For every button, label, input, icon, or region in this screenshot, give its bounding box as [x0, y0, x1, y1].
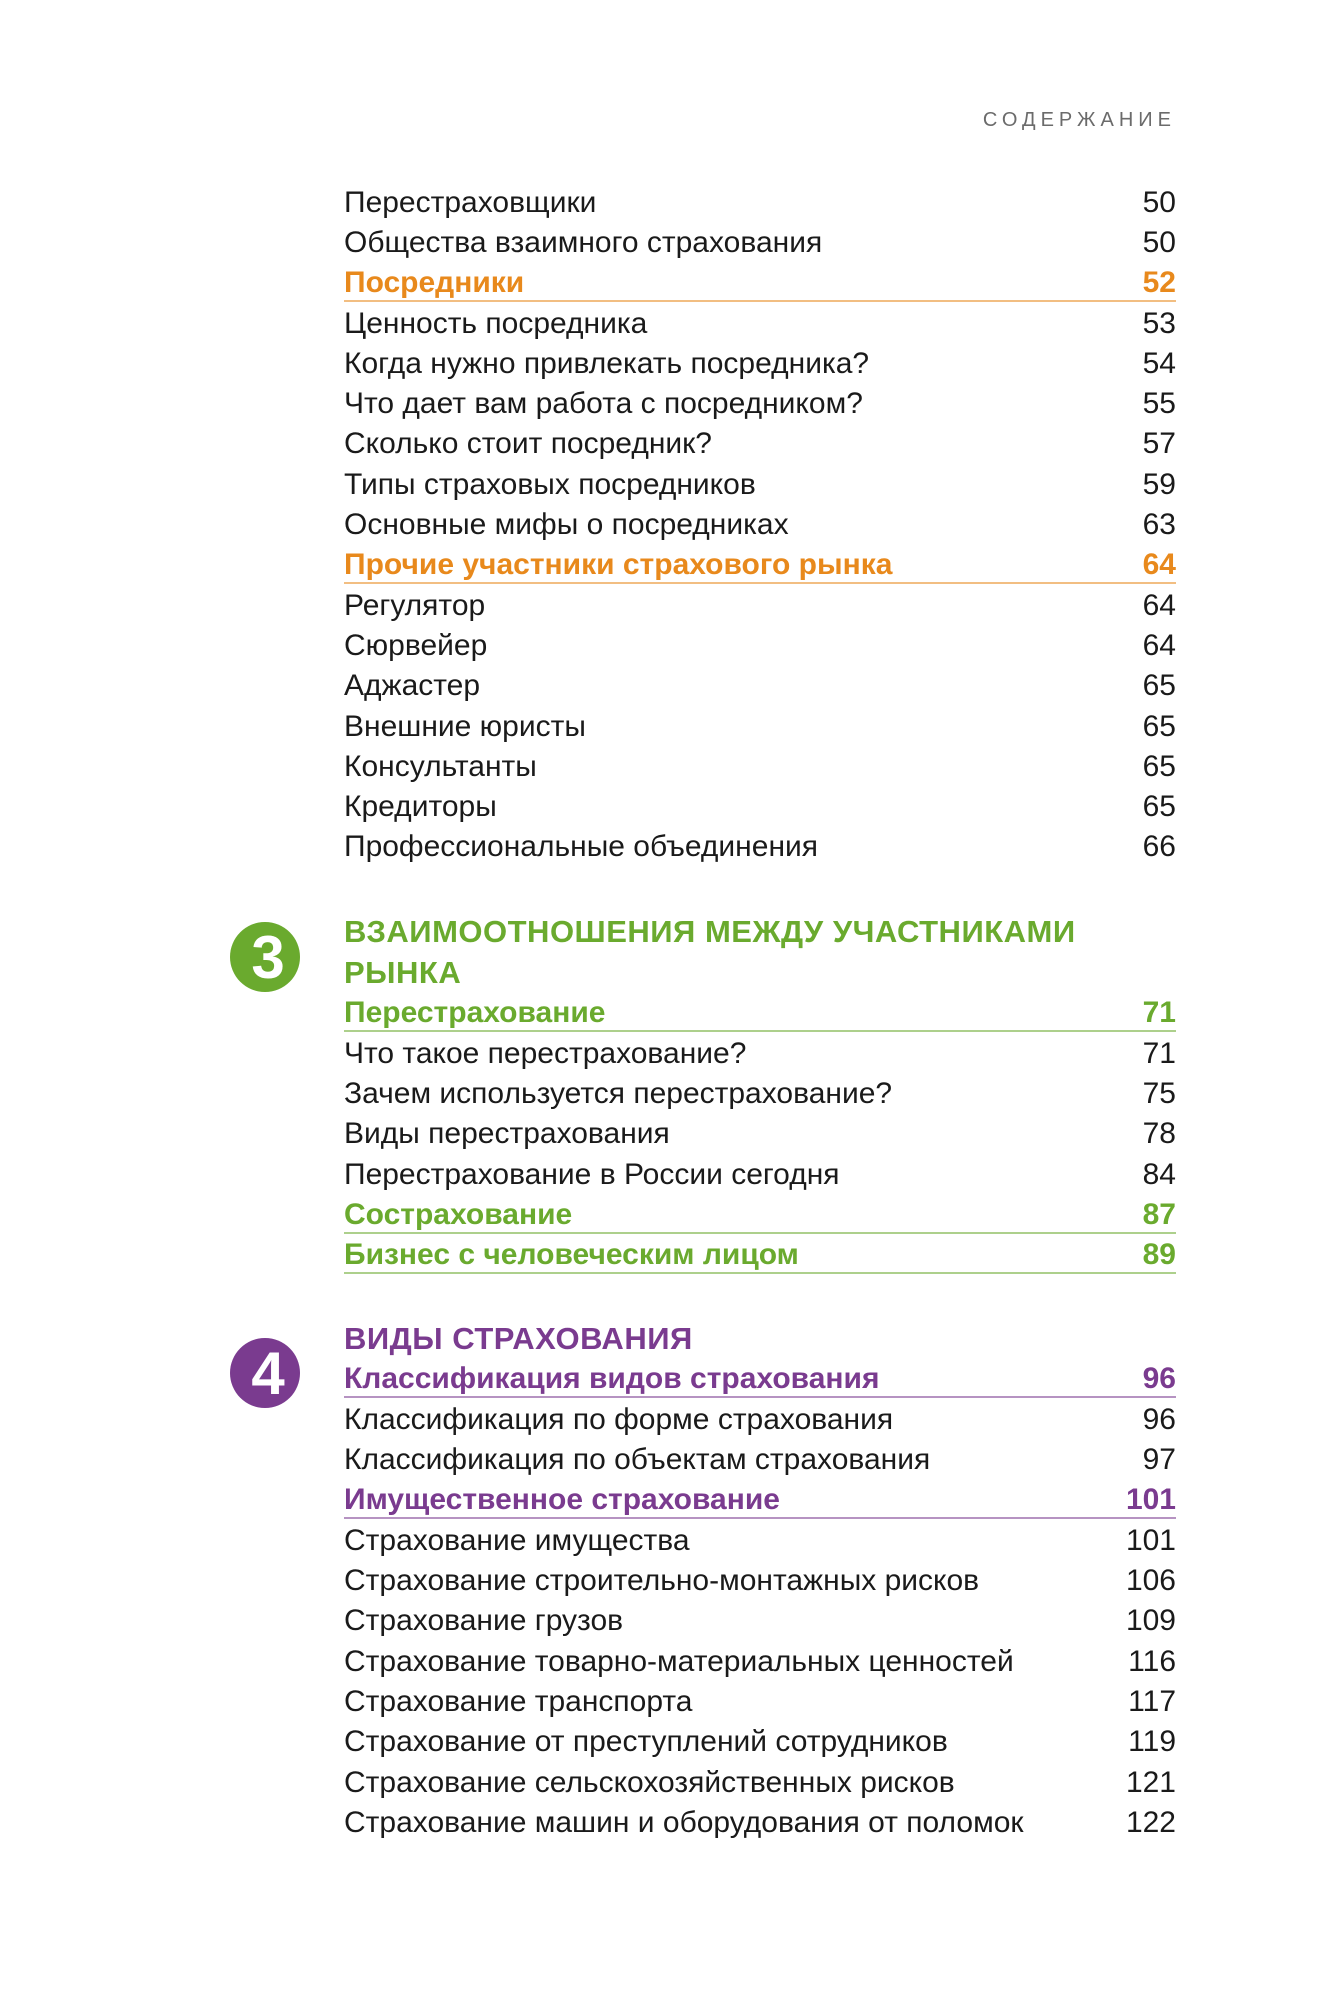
entry-page: 65 — [1142, 669, 1176, 702]
toc-entry[interactable] — [344, 1400, 1176, 1440]
entry-page: 59 — [1142, 468, 1176, 501]
toc-entry[interactable] — [344, 827, 1176, 867]
chapter-3-badge — [230, 922, 300, 992]
entry-title: Страхование машин и оборудования от поломок — [344, 1806, 1024, 1839]
running-head: СОДЕРЖАНИЕ — [982, 109, 1176, 131]
toc-entry[interactable] — [344, 505, 1176, 545]
entry-title: Общества взаимного страхования — [344, 226, 823, 259]
entry-page: 89 — [1142, 1238, 1176, 1271]
entry-page: 121 — [1125, 1766, 1176, 1799]
entry-page: 109 — [1125, 1604, 1176, 1637]
entry-page: 52 — [1142, 266, 1176, 299]
entry-page: 96 — [1142, 1403, 1176, 1436]
entry-title: Посредники — [344, 266, 525, 299]
entry-page: 75 — [1142, 1077, 1176, 1110]
entry-page: 63 — [1142, 508, 1176, 541]
toc-section-heading[interactable] — [344, 993, 1176, 1033]
entry-title: Имущественное страхование — [344, 1483, 780, 1516]
entry-page: 84 — [1142, 1158, 1176, 1191]
entry-page: 64 — [1142, 629, 1176, 662]
entry-page: 119 — [1128, 1725, 1176, 1758]
toc-entry[interactable] — [344, 384, 1176, 424]
entry-page: 54 — [1142, 347, 1176, 380]
entry-title: Кредиторы — [344, 790, 497, 823]
entry-title: Аджастер — [344, 669, 481, 702]
entry-title: Классификация по форме страхования — [344, 1403, 894, 1436]
entry-title: Страхование товарно-материальных ценностей — [344, 1645, 1014, 1678]
toc-entry[interactable] — [344, 1114, 1176, 1154]
entry-title: Прочие участники страхового рынка — [344, 548, 893, 581]
entry-title: Страхование транспорта — [344, 1685, 693, 1718]
entry-title: Регулятор — [344, 589, 486, 622]
entry-title: Перестрахование в России сегодня — [344, 1158, 840, 1191]
toc-entry[interactable] — [344, 465, 1176, 505]
entry-title: Виды перестрахования — [344, 1117, 670, 1150]
entry-page: 66 — [1142, 830, 1176, 863]
entry-title: Перестрахование — [344, 996, 606, 1029]
toc-entry[interactable] — [344, 1155, 1176, 1195]
toc-entry[interactable] — [344, 626, 1176, 666]
toc-entry[interactable] — [344, 1803, 1176, 1843]
chapter-4-number: 4 — [251, 1340, 285, 1407]
toc-entry[interactable] — [344, 747, 1176, 787]
entry-page: 64 — [1142, 589, 1176, 622]
entry-title: Типы страховых посредников — [344, 468, 756, 501]
entry-title: Классификация по объектам страхования — [344, 1443, 931, 1476]
toc-entry[interactable] — [344, 586, 1176, 626]
toc-entry[interactable] — [344, 1074, 1176, 1114]
toc-entry[interactable] — [344, 1521, 1176, 1561]
entry-title: Сострахование — [344, 1198, 573, 1231]
entry-page: 50 — [1142, 186, 1176, 219]
entry-page: 64 — [1142, 548, 1176, 581]
chapter-4-title: ВИДЫ СТРАХОВАНИЯ — [344, 1321, 693, 1356]
toc-section-heading[interactable] — [344, 545, 1176, 585]
entry-title: Профессиональные объединения — [344, 830, 819, 863]
toc-section-heading[interactable] — [344, 1359, 1176, 1399]
entry-page: 57 — [1142, 427, 1176, 460]
entry-title: Сколько стоит посредник? — [344, 427, 712, 460]
entry-title: Когда нужно привлекать посредника? — [344, 347, 870, 380]
toc-entry[interactable] — [344, 424, 1176, 464]
entry-title: Что дает вам работа с посредником? — [344, 387, 863, 420]
entry-page: 117 — [1128, 1685, 1176, 1718]
entry-page: 101 — [1125, 1483, 1176, 1516]
entry-title: Страхование строительно-монтажных рисков — [344, 1564, 980, 1597]
toc-section-heading[interactable] — [344, 1235, 1176, 1275]
toc-entry[interactable] — [344, 344, 1176, 384]
toc-section-heading[interactable] — [344, 1480, 1176, 1520]
toc-entry[interactable] — [344, 1034, 1176, 1074]
entry-title: Что такое перестрахование? — [344, 1037, 747, 1070]
entry-page: 65 — [1142, 750, 1176, 783]
chapter-3-title-line-1: ВЗАИМООТНОШЕНИЯ МЕЖДУ УЧАСТНИКАМИ — [344, 914, 1076, 949]
entry-page: 87 — [1142, 1198, 1176, 1231]
toc-entry[interactable] — [344, 223, 1176, 263]
toc-entry[interactable] — [344, 666, 1176, 706]
entry-page: 96 — [1142, 1362, 1176, 1395]
chapter-4-badge — [230, 1338, 300, 1408]
entry-page: 101 — [1125, 1524, 1176, 1557]
toc-entry[interactable] — [344, 787, 1176, 827]
toc-entry[interactable] — [344, 1722, 1176, 1762]
entry-title: Страхование грузов — [344, 1604, 624, 1637]
entry-title: Классификация видов страхования — [344, 1362, 880, 1395]
entry-page: 97 — [1142, 1443, 1176, 1476]
entry-title: Страхование сельскохозяйственных рисков — [344, 1766, 955, 1799]
entry-page: 65 — [1142, 790, 1176, 823]
toc-entry[interactable] — [344, 183, 1176, 223]
chapter-3-number: 3 — [251, 924, 285, 991]
entry-title: Ценность посредника — [344, 307, 648, 340]
entry-page: 53 — [1142, 307, 1176, 340]
entry-title: Сюрвейер — [344, 629, 488, 662]
entry-page: 71 — [1142, 1037, 1176, 1070]
toc-entry[interactable] — [344, 1763, 1176, 1803]
entry-title: Перестраховщики — [344, 186, 597, 219]
entry-page: 71 — [1142, 996, 1176, 1029]
toc-entry[interactable] — [344, 1561, 1176, 1601]
toc-section-heading[interactable] — [344, 263, 1176, 303]
toc-section-heading[interactable] — [344, 1195, 1176, 1235]
toc-entry[interactable] — [344, 1440, 1176, 1480]
entry-page: 65 — [1142, 710, 1176, 743]
entry-title: Бизнес с человеческим лицом — [344, 1238, 799, 1271]
entry-page: 106 — [1125, 1564, 1176, 1597]
entry-title: Консультанты — [344, 750, 537, 783]
toc-entry[interactable] — [344, 707, 1176, 747]
toc-entry[interactable] — [344, 1601, 1176, 1641]
entry-title: Внешние юристы — [344, 710, 586, 743]
entry-title: Основные мифы о посредниках — [344, 508, 789, 541]
toc-entry[interactable] — [344, 304, 1176, 344]
entry-page: 116 — [1128, 1645, 1176, 1678]
entry-title: Зачем используется перестрахование? — [344, 1077, 893, 1110]
toc-entry[interactable] — [344, 1642, 1176, 1682]
entry-page: 50 — [1142, 226, 1176, 259]
entry-title: Страхование имущества — [344, 1524, 690, 1557]
entry-title: Страхование от преступлений сотрудников — [344, 1725, 948, 1758]
toc-entry[interactable] — [344, 1682, 1176, 1722]
entry-page: 55 — [1142, 387, 1176, 420]
entry-page: 122 — [1125, 1806, 1176, 1839]
entry-page: 78 — [1142, 1117, 1176, 1150]
chapter-3-title-line-2: РЫНКА — [344, 955, 462, 990]
